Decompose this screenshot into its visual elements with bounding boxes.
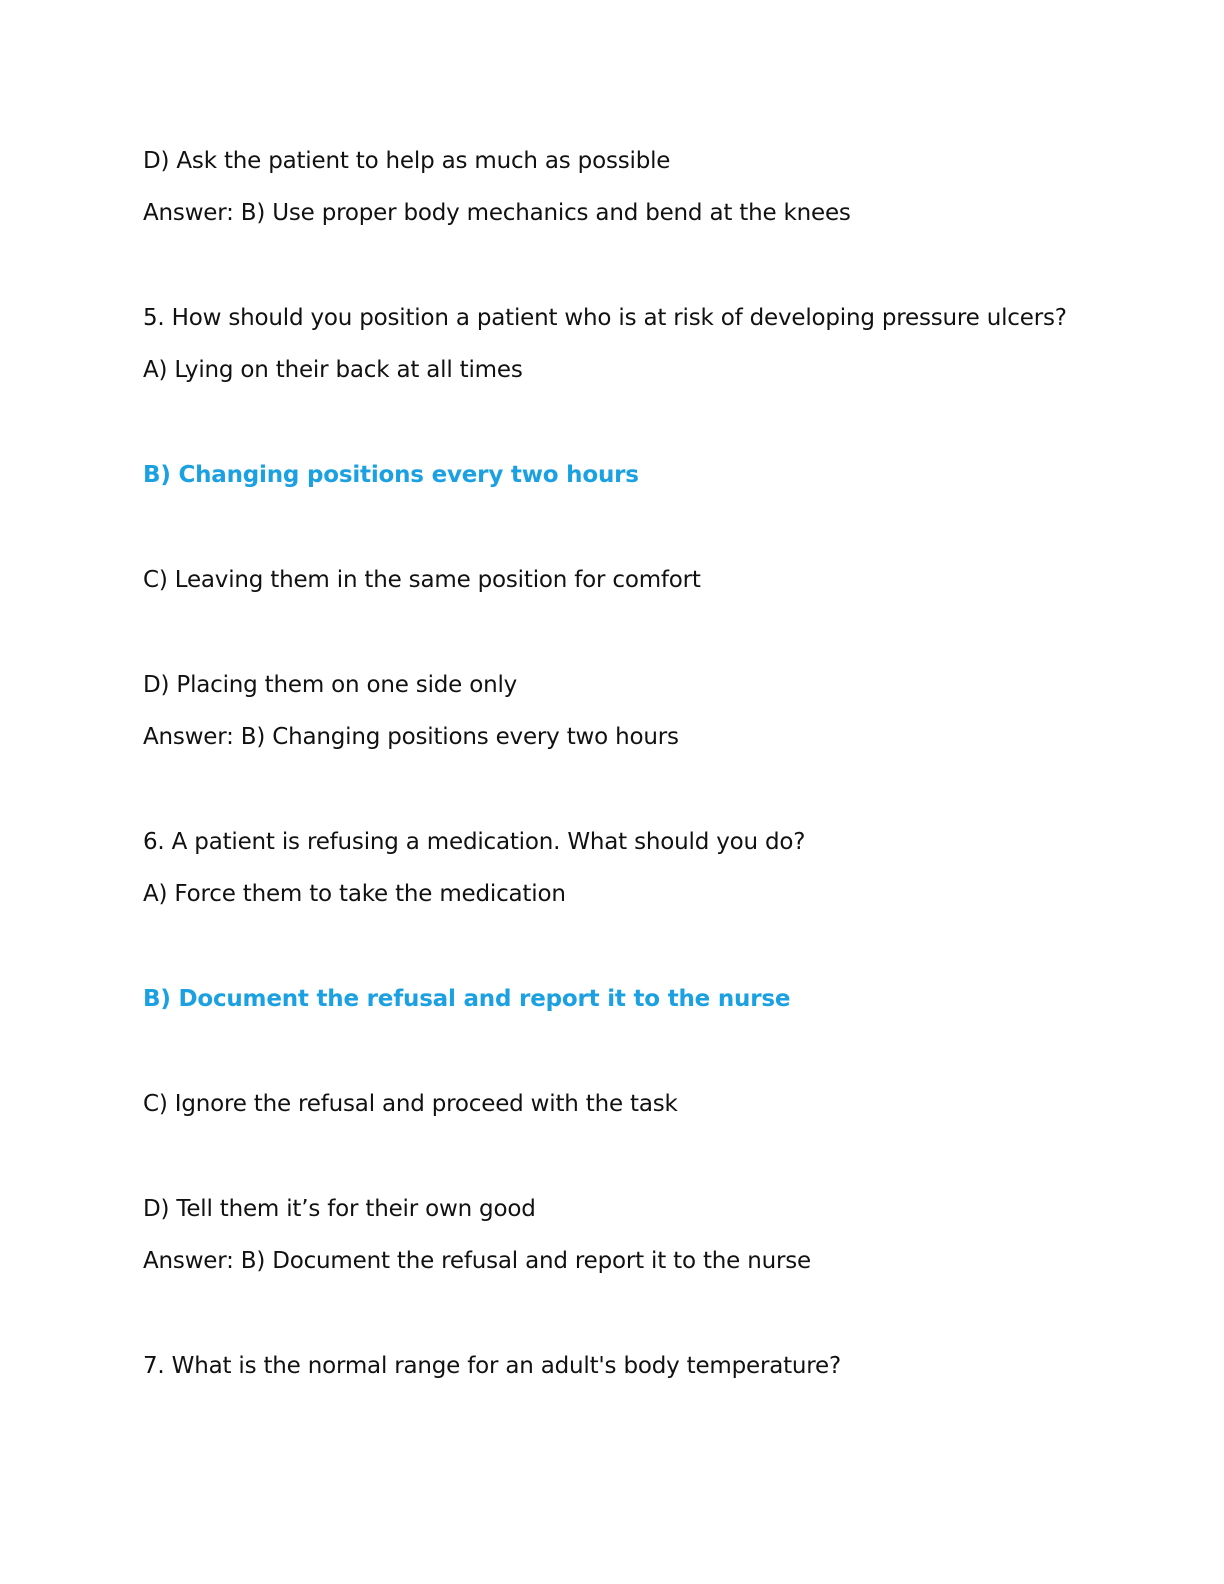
- q5-question: 5. How should you position a patient who is at risk of developing pressure ulcers?: [143, 305, 1067, 331]
- q6-option-b-correct: B) Document the refusal and report it to the nurse: [143, 986, 791, 1012]
- q6-answer: Answer: B) Document the refusal and report it to the nurse: [143, 1248, 811, 1274]
- q6-option-c: C) Ignore the refusal and proceed with the task: [143, 1091, 678, 1117]
- q5-answer: Answer: B) Changing positions every two hours: [143, 724, 679, 750]
- q4-answer: Answer: B) Use proper body mechanics and bend at the knees: [143, 200, 851, 226]
- q6-option-a: A) Force them to take the medication: [143, 881, 566, 907]
- q5-option-c: C) Leaving them in the same position for comfort: [143, 567, 701, 593]
- q5-option-d: D) Placing them on one side only: [143, 672, 518, 698]
- q5-option-b-correct: B) Changing positions every two hours: [143, 462, 639, 488]
- q7-question: 7. What is the normal range for an adult's body temperature?: [143, 1353, 842, 1379]
- q6-option-d: D) Tell them it’s for their own good: [143, 1196, 536, 1222]
- q4-option-d: D) Ask the patient to help as much as possible: [143, 148, 671, 174]
- q5-option-a: A) Lying on their back at all times: [143, 357, 523, 383]
- q6-question: 6. A patient is refusing a medication. What should you do?: [143, 829, 806, 855]
